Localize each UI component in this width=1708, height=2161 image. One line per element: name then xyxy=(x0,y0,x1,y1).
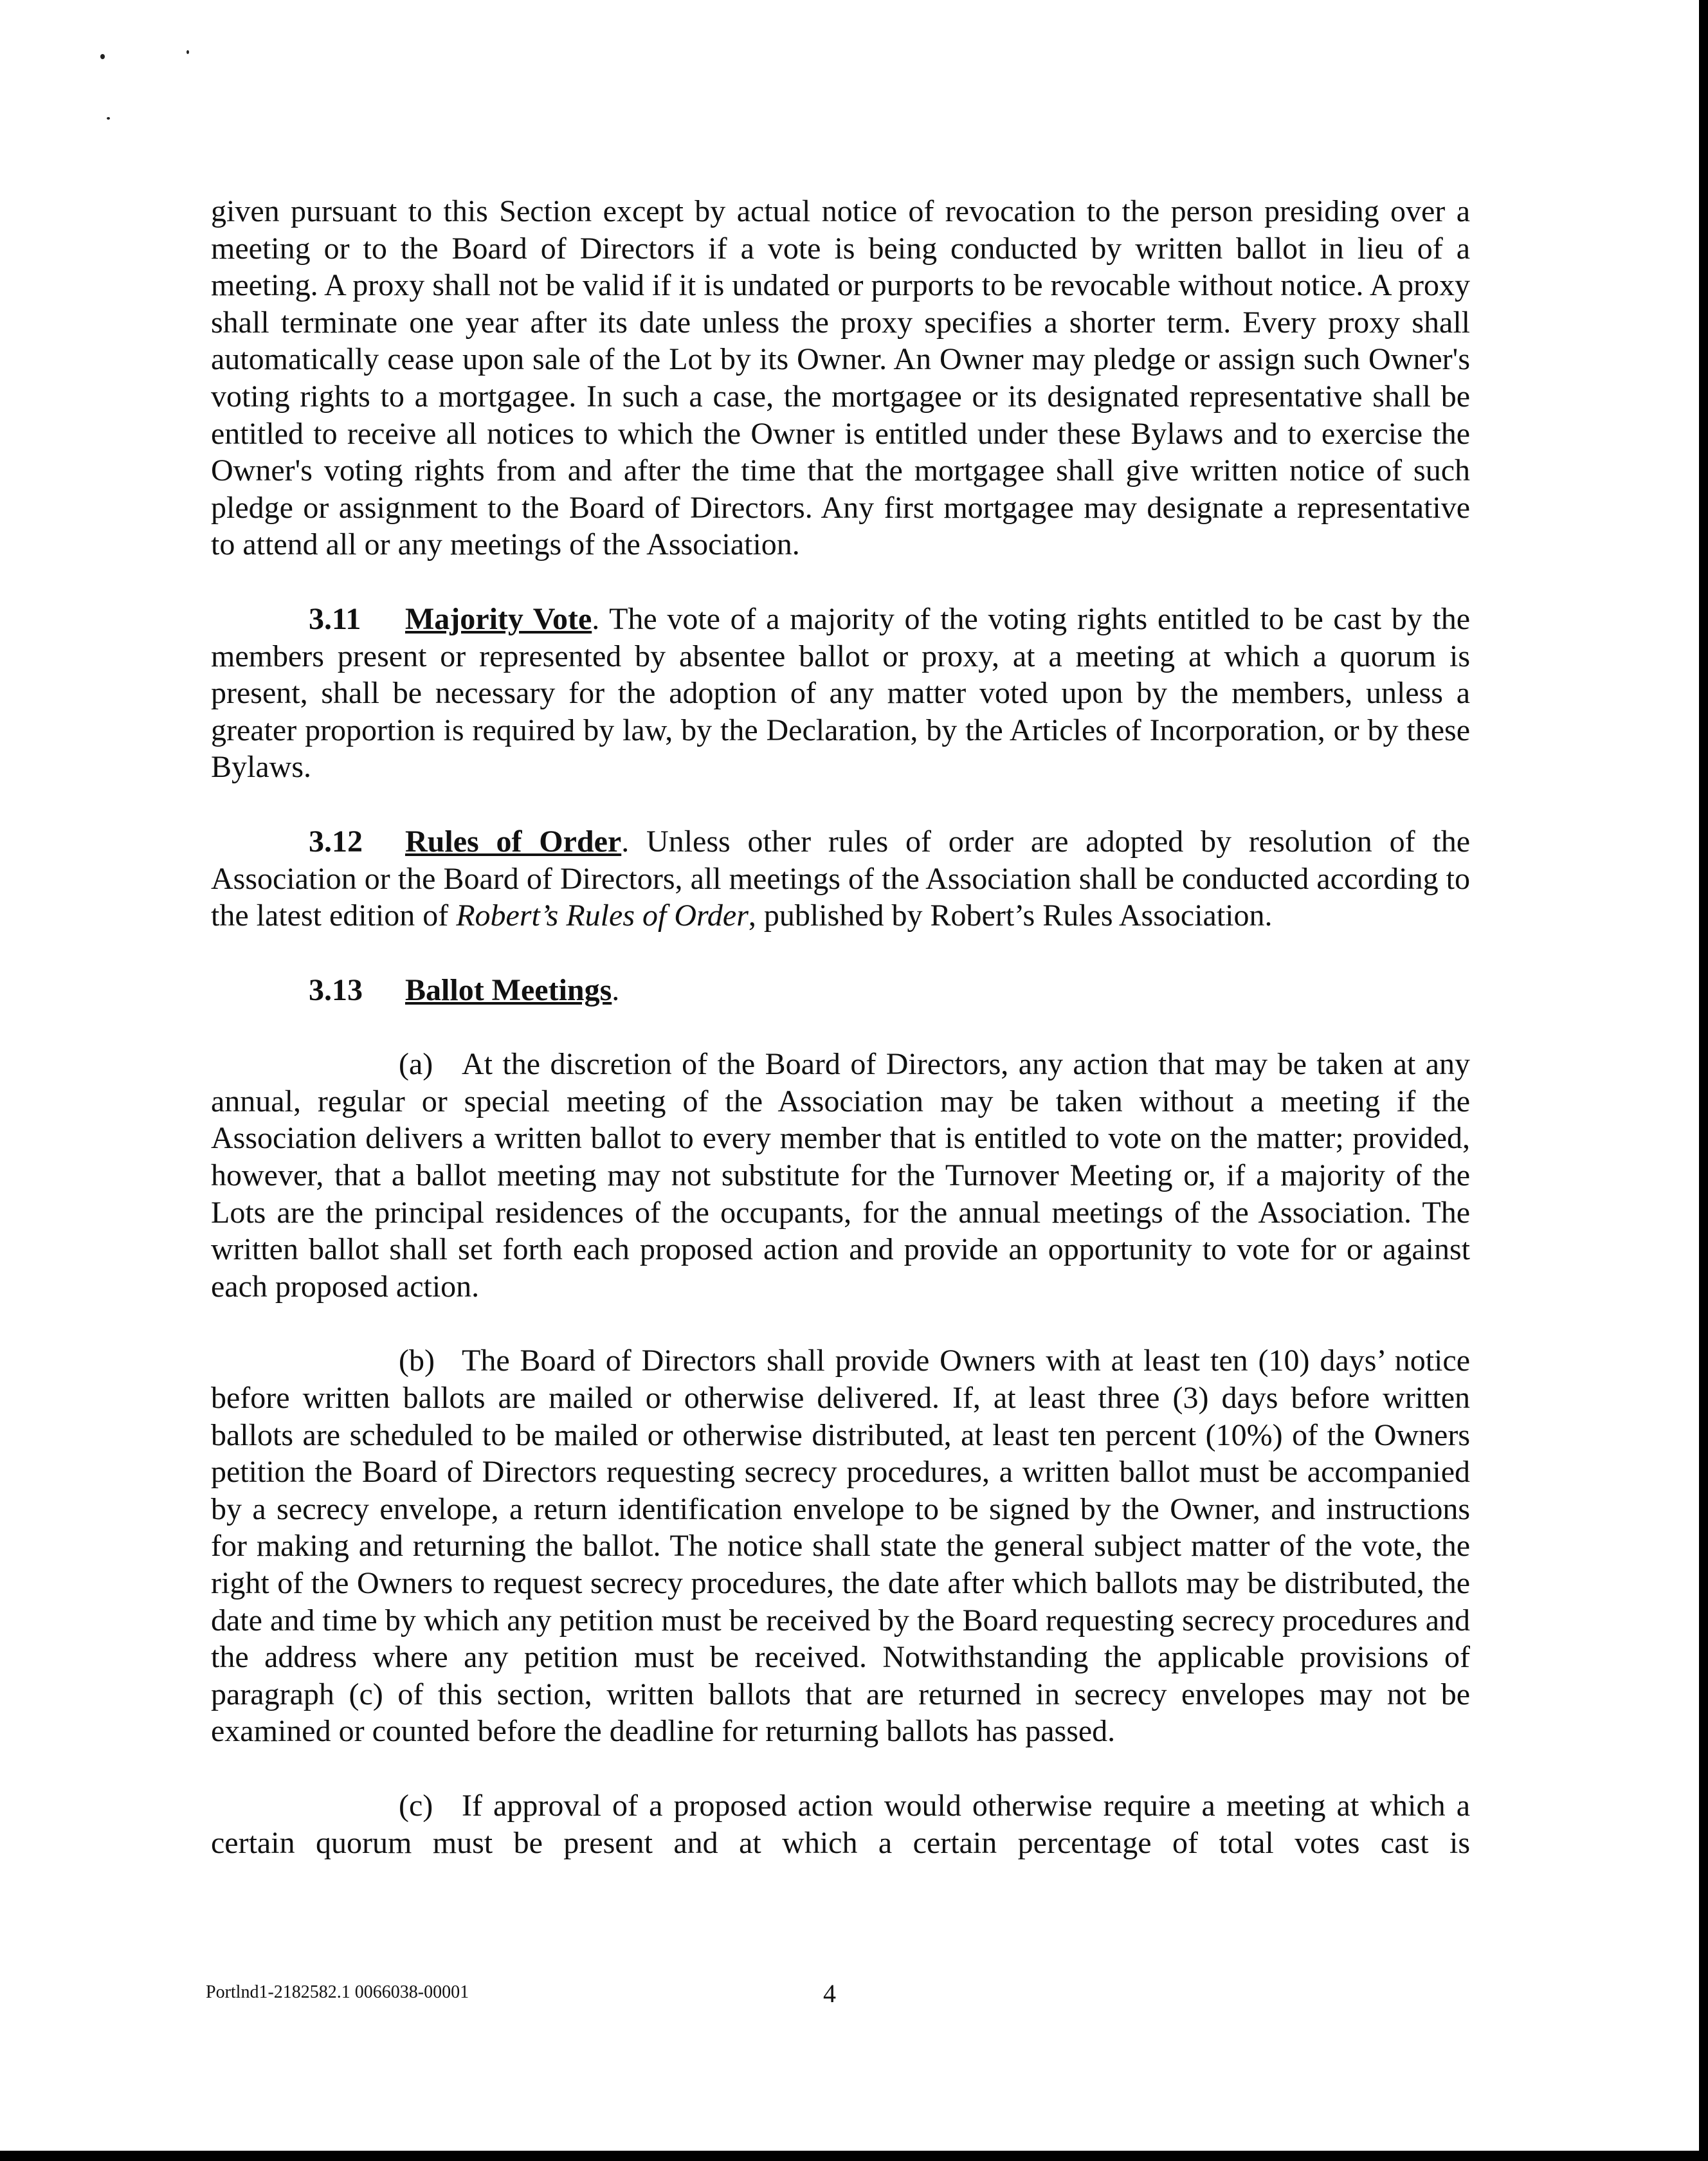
footer-document-id: Portlnd1-2182582.1 0066038-00001 xyxy=(206,1982,469,2002)
subsection-label: (b) xyxy=(399,1344,435,1378)
subsection-text: If approval of a proposed action would otherwise require a meeting at which a certain quorum must be present and at which a certain percentage of total votes cast is xyxy=(211,1788,1470,1860)
subsection-b xyxy=(211,1342,1470,1750)
section-number: 3.11 xyxy=(309,601,361,636)
subsection-label: (c) xyxy=(399,1788,433,1823)
subsection-text: The Board of Directors shall provide Owners with at least ten (10) days’ notice before written ballots are mailed or otherwise delivered. If, at least three (3) days before written ballots are scheduled to be mailed or otherwise distributed, at least ten percent (10%) of the Owners petition the Board of Directors requesting secrecy procedures, a written ballot must be accompanied by a secrecy envelope, a return identification envelope to be signed by the Owner, and instructions for making and returning the ballot. The notice shall state the general subject matter of the vote, the right of the Owners to request secrecy procedures, the date after which ballots may be distributed, the date and time by which any petition must be received by the Board requesting secrecy procedures and the address where any petition must be received. Notwithstanding the applicable provisions of paragraph (c) of this section, written ballots that are returned in secrecy envelopes may not be examined or counted before the deadline for returning ballots has passed. xyxy=(211,1344,1470,1749)
section-title: Ballot Meetings xyxy=(405,972,612,1007)
scan-speck xyxy=(100,54,105,59)
section-number: 3.12 xyxy=(309,824,363,859)
document-body xyxy=(211,193,1470,1861)
scan-speck xyxy=(186,50,189,54)
subsection-c xyxy=(211,1787,1470,1861)
scan-border-right xyxy=(1699,0,1708,2161)
subsection-text: At the discretion of the Board of Directors, any action that may be taken at any annual, regular or special meeting of the Association may be taken without a meeting if the Association delivers a written ballot to every member that is entitled to vote on the matter; provided, however, that a ballot meeting may not substitute for the Turnover Meeting or, if a majority of the Lots are the principal residences of the occupants, for the annual meetings of the Association. The written ballot shall set forth each proposed action and provide an opportunity to vote for or against each proposed action. xyxy=(211,1047,1470,1304)
section-text-end: , published by Robert’s Rules Association. xyxy=(748,898,1273,933)
scan-speck xyxy=(107,117,110,120)
section-3-11: 3.11 Majority Vote. The vote of a majority of the voting rights entitled to be cast by the members present or represented by absentee ballot or proxy, at a meeting at which a quorum is present, shall be necessary for the adoption of any matter voted upon by the members, unless a greater proportion is required by law, by the Declaration, by the Articles of Incorporation, or by these Bylaws. xyxy=(211,601,1470,785)
subsection-label: (a) xyxy=(399,1047,433,1082)
scan-border-bottom xyxy=(0,2151,1708,2161)
section-text: The vote of a majority of the voting rights entitled to be cast by the members present or represented by absentee ballot or proxy, at a meeting at which a quorum is present, shall be necessary for the adoption of any matter voted upon by the members, unless a greater proportion is required by law, by the Declaration, by the Articles of Incorporation, or by these Bylaws. xyxy=(211,601,1470,785)
page-number: 4 xyxy=(823,1979,836,2008)
subsection-a xyxy=(211,1046,1470,1305)
section-text: Unless other rules of order are adopted by resolution of the Association or the Board of Directors, all meetings of the Association shall be conducted according to the latest edition of xyxy=(211,824,1471,933)
section-title: Majority Vote xyxy=(405,601,592,636)
paragraph-proxy-continuation: given pursuant to this Section except by actual notice of revocation to the person presiding over a meeting or to the Board of Directors if a vote is being conducted by written ballot in lieu of a meeting. A proxy shall not be valid if it is undated or purports to be revocable without notice. A proxy shall terminate one year after its date unless the proxy specifies a shorter term. Every proxy shall automatically cease upon sale of the Lot by its Owner. An Owner may pledge or assign such Owner's voting rights to a mortgagee. In such a case, the mortgagee or its designated representative shall be entitled to receive all notices to which the Owner is entitled under these Bylaws and to exercise the Owner's voting rights from and after the time that the mortgagee shall give written notice of such pledge or assignment to the Board of Directors. Any first mortgagee may designate a representative to attend all or any meetings of the Association. xyxy=(211,194,1470,562)
section-3-13: 3.13 Ballot Meetings. xyxy=(211,972,1470,1009)
section-3-12: 3.12 Rules of Order. Unless other rules of order are adopted by resolution of the Association or the Board of Directors, all meetings of the Association shall be conducted according to the latest edition of Robert’s Rules of Order, published by Robert’s Rules Association. xyxy=(211,824,1471,933)
section-title: Rules of Order xyxy=(405,824,622,859)
section-number: 3.13 xyxy=(309,972,363,1007)
book-title: Robert’s Rules of Order xyxy=(456,898,749,933)
